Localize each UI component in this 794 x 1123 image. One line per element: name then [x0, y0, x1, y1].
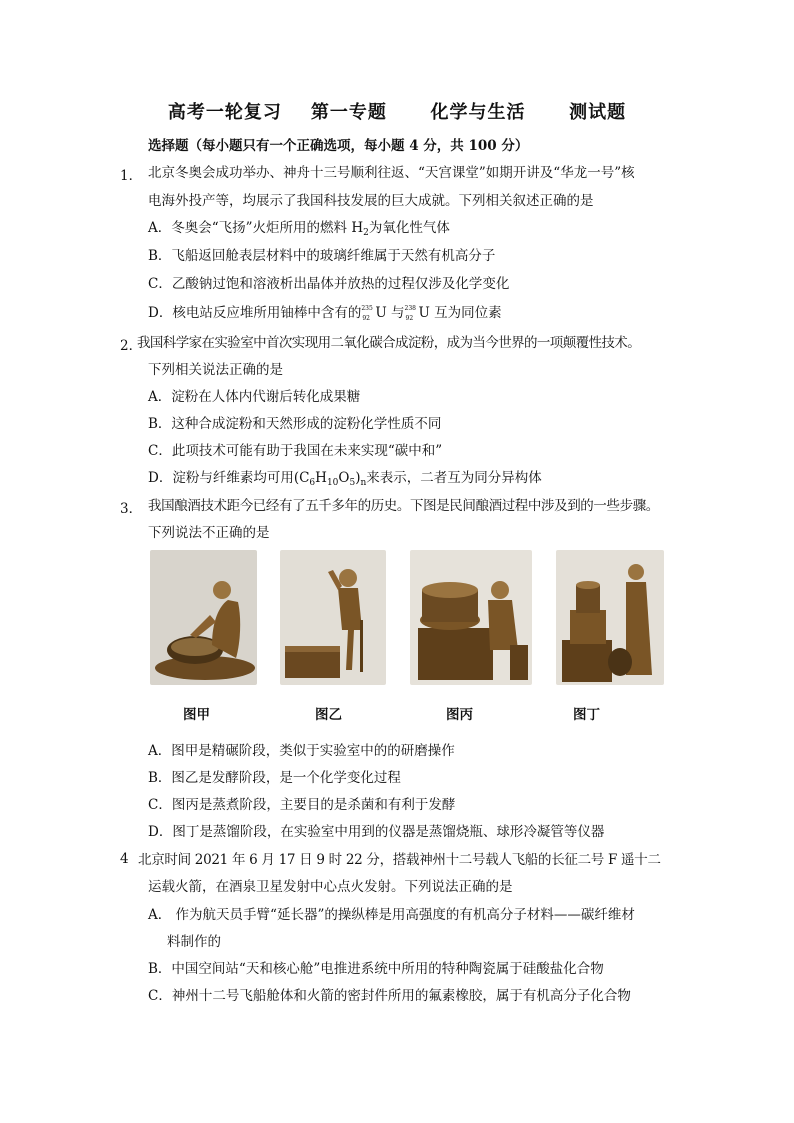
q1-stem-line1: 北京冬奥会成功举办、神舟十三号顺利往返、“天宫课堂”如期开讲及“华龙一号”核: [148, 165, 635, 181]
figure-caption-ding: 图丁: [573, 707, 600, 723]
q1-option-a: A．冬奥会“飞扬”火炬所用的燃料 $H_2$为氧化性气体: [148, 220, 450, 238]
page-title: 高考一轮复习 第一专题 化学与生活 测试题: [167, 102, 627, 123]
q2-stem-line1: 我国科学家在实验室中首次实现用二氧化碳合成淀粉，成为当今世界的一项颠覆性技术。: [137, 335, 641, 351]
figure-ding-image: [556, 550, 664, 685]
q2-number: 2．: [120, 338, 143, 354]
q3-number: 3．: [120, 501, 143, 517]
q4-option-a-line1: A． 作为航天员手臂“延长器”的操纵棒是用高强度的有机高分子材料——碳纤维材: [148, 907, 635, 923]
q3-stem-line2: 下列说法不正确的是: [148, 525, 270, 541]
q4-stem-line1: 北京时间 2021 年 6 月 17 日 9 时 22 分，搭载神州十二号载人飞船的长征二号 F 遥十二: [138, 852, 661, 868]
q2-option-a: A．淀粉在人体内代谢后转化成果糖: [148, 389, 361, 405]
q1-number: 1．: [120, 168, 143, 184]
q1-option-c: C．乙酸钠过饱和溶液析出晶体并放热的过程仅涉及化学变化: [148, 276, 510, 292]
q1-option-d: D．核电站反应堆所用铀棒中含有的 235 92 U 与 238 92 U 互为同位素: [148, 305, 502, 322]
q4-option-a-line2: 料制作的: [167, 934, 221, 950]
figure-caption-jia: 图甲: [183, 707, 210, 723]
q4-option-b: B．中国空间站“天和核心舱”电推进系统中所用的特种陶瓷属于硅酸盐化合物: [148, 961, 604, 977]
q2-option-c: C．此项技术可能有助于我国在未来实现“碳中和”: [148, 443, 443, 459]
figure-yi-image: [280, 550, 386, 685]
q3-option-a: A．图甲是精碾阶段，类似于实验室中的的研磨操作: [148, 743, 455, 759]
q1-stem-line2: 电海外投产等，均展示了我国科技发展的巨大成就。下列相关叙述正确的是: [148, 193, 594, 209]
q4-stem-line2: 运载火箭，在酒泉卫星发射中心点火发射。下列说法正确的是: [148, 879, 513, 895]
figure-jia-image: [150, 550, 257, 685]
q1-option-b: B．飞船返回舱表层材料中的玻璃纤维属于天然有机高分子: [148, 248, 496, 264]
section-heading: 选择题（每小题只有一个正确选项，每小题 4 分，共 100 分）: [148, 138, 529, 154]
figure-caption-yi: 图乙: [315, 707, 342, 723]
q2-stem-line2: 下列相关说法正确的是: [148, 362, 283, 378]
figure-bing-image: [410, 550, 532, 685]
q4-option-c: C．神州十二号飞船舱体和火箭的密封件所用的氟素橡胶，属于有机高分子化合物: [148, 988, 631, 1004]
q4-number: 4: [120, 851, 129, 867]
q3-stem-line1: 我国酿酒技术距今已经有了五千多年的历史。下图是民间酿酒过程中涉及到的一些步骤。: [148, 498, 659, 514]
q2-option-d: D．淀粉与纤维素均可用$(C_6H_{10}O_5)_n$来表示，二者互为同分异构体: [148, 470, 542, 488]
figure-caption-bing: 图丙: [446, 707, 473, 723]
q3-option-c: C．图丙是蒸煮阶段，主要目的是杀菌和有利于发酵: [148, 797, 456, 813]
q3-option-d: D．图丁是蒸馏阶段，在实验室中用到的仪器是蒸馏烧瓶、球形冷凝管等仪器: [148, 824, 605, 840]
q2-option-b: B．这种合成淀粉和天然形成的淀粉化学性质不同: [148, 416, 442, 432]
q3-option-b: B．图乙是发酵阶段，是一个化学变化过程: [148, 770, 401, 786]
